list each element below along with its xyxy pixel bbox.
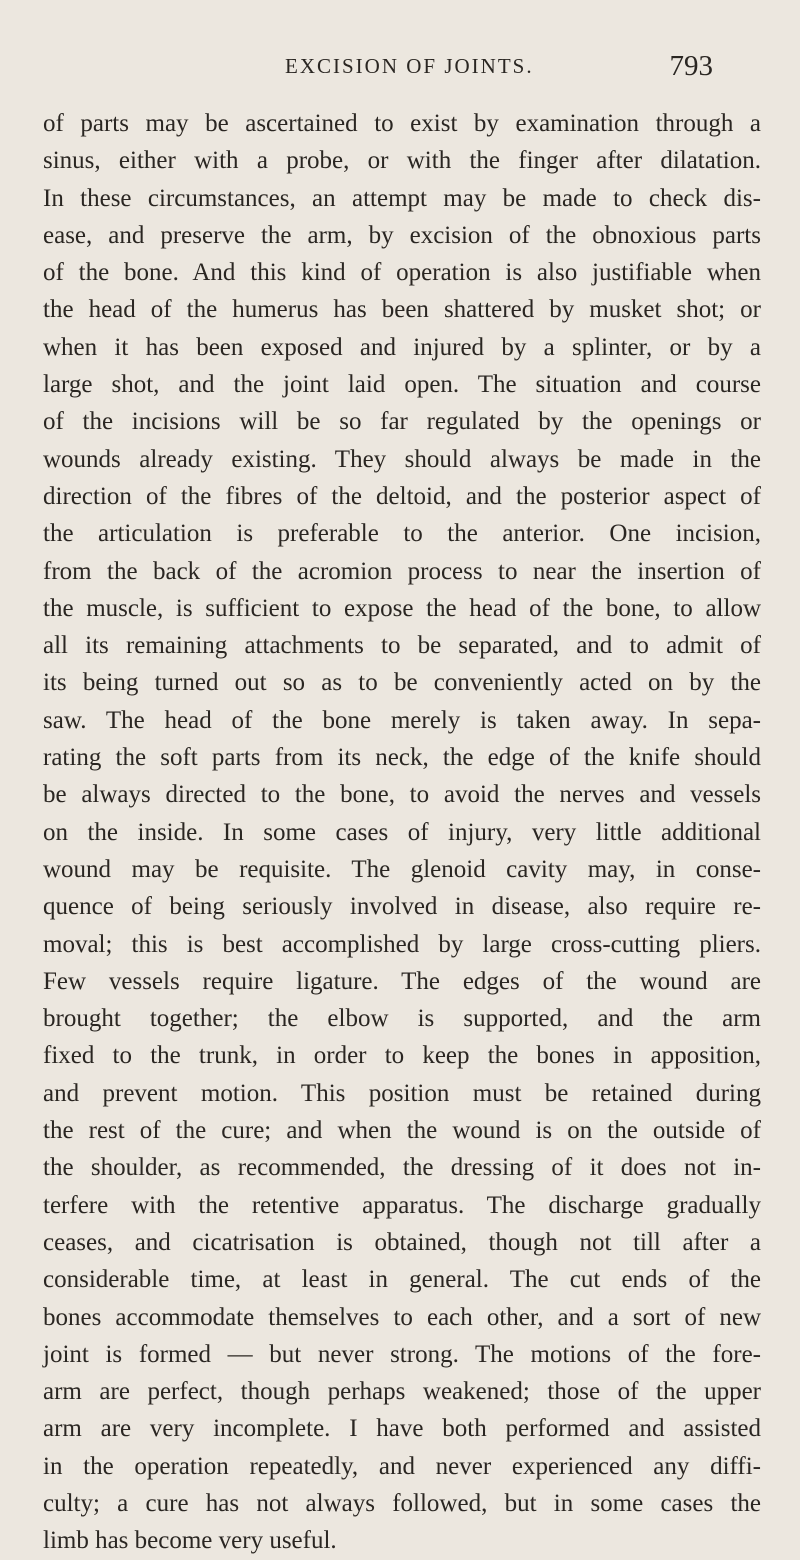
text-line: wounds already existing. They should always be made in the bbox=[43, 445, 761, 473]
text-line: considerable time, at least in general. The cut ends of the bbox=[43, 1266, 761, 1294]
text-line: and prevent motion. This position must be retained during bbox=[43, 1079, 761, 1107]
running-title: EXCISION OF JOINTS. bbox=[285, 54, 534, 78]
text-line: the articulation is preferable to the anterior. One incision, bbox=[43, 520, 761, 548]
text-line: of the incisions will be so far regulated by the openings or bbox=[43, 408, 761, 436]
text-line: In these circumstances, an attempt may be made to check dis- bbox=[43, 184, 761, 212]
text-line: wound may be requisite. The glenoid cavity may, in conse- bbox=[43, 855, 761, 883]
text-line: arm are very incomplete. I have both performed and assisted bbox=[43, 1415, 761, 1443]
text-line: quence of being seriously involved in disease, also require re- bbox=[43, 893, 761, 921]
text-line: culty; a cure has not always followed, but in some cases the bbox=[43, 1489, 761, 1517]
text-line: the rest of the cure; and when the wound is on the outside of bbox=[43, 1117, 761, 1145]
text-line: from the back of the acromion process to near the insertion of bbox=[43, 557, 761, 585]
text-line: limb has become very useful. bbox=[43, 1527, 337, 1555]
text-line: ease, and preserve the arm, by excision of the obnoxious parts bbox=[43, 221, 761, 249]
text-line: large shot, and the joint laid open. The situation and course bbox=[43, 371, 761, 399]
text-line: saw. The head of the bone merely is taken away. In sepa- bbox=[43, 706, 761, 734]
text-line: be always directed to the bone, to avoid the nerves and vessels bbox=[43, 781, 761, 809]
text-line: of the bone. And this kind of operation is also justifiable when bbox=[43, 259, 761, 287]
text-line: sinus, either with a probe, or with the finger after dilatation. bbox=[43, 147, 761, 175]
text-line: direction of the fibres of the deltoid, and the posterior aspect of bbox=[43, 482, 761, 510]
text-line: brought together; the elbow is supported, and the arm bbox=[43, 1005, 761, 1033]
text-line: of parts may be ascertained to exist by examination through a bbox=[43, 110, 761, 137]
text-line: the head of the humerus has been shattered by musket shot; or bbox=[43, 296, 761, 324]
text-line: terfere with the retentive apparatus. The discharge gradually bbox=[43, 1191, 761, 1219]
text-line: joint is formed — but never strong. The motions of the fore- bbox=[43, 1340, 761, 1368]
text-line: arm are perfect, though perhaps weakened; those of the upper bbox=[43, 1378, 761, 1406]
text-line: the shoulder, as recommended, the dressing of it does not in- bbox=[43, 1154, 761, 1182]
text-line: its being turned out so as to be conveniently acted on by the bbox=[43, 669, 761, 697]
text-line: rating the soft parts from its neck, the edge of the knife should bbox=[43, 744, 761, 772]
page-number: 793 bbox=[669, 50, 713, 82]
text-line: Few vessels require ligature. The edges of the wound are bbox=[43, 967, 761, 995]
text-line: ceases, and cicatrisation is obtained, though not till after a bbox=[43, 1228, 761, 1256]
text-line: fixed to the trunk, in order to keep the bones in apposition, bbox=[43, 1042, 761, 1070]
body-paragraph bbox=[43, 105, 761, 1560]
text-line: on the inside. In some cases of injury, very little additional bbox=[43, 818, 761, 846]
text-line: the muscle, is sufficient to expose the head of the bone, to allow bbox=[43, 594, 761, 622]
text-line: when it has been exposed and injured by a splinter, or by a bbox=[43, 333, 761, 361]
text-line: moval; this is best accomplished by large cross-cutting pliers. bbox=[43, 930, 761, 958]
text-line: bones accommodate themselves to each other, and a sort of new bbox=[43, 1303, 761, 1331]
text-line: in the operation repeatedly, and never experienced any diffi- bbox=[43, 1452, 761, 1480]
text-line: all its remaining attachments to be separated, and to admit of bbox=[43, 632, 761, 660]
